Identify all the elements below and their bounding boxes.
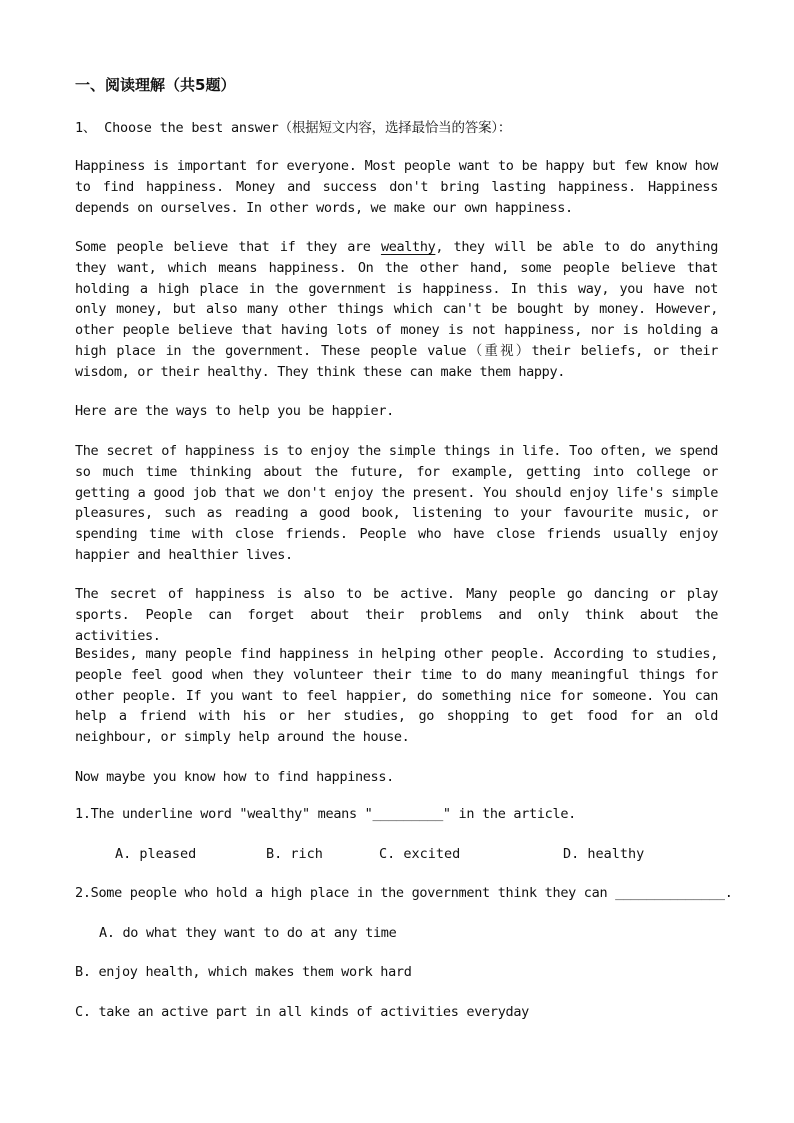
passage-paragraph-2 bbox=[75, 237, 718, 383]
question-2-option-a[interactable]: A. do what they want to do at any time bbox=[99, 925, 397, 941]
question-1-option-c[interactable]: C. excited bbox=[379, 846, 461, 862]
question-instruction: 1、 Choose the best answer（根据短文内容，选择最恰当的答案）： bbox=[75, 120, 512, 136]
question-1-option-b[interactable]: B. rich bbox=[266, 846, 323, 862]
paragraph-2-rest: , they will be able to do anything they want, which means happiness. On the other hand, some people believe that holding a high place in the government is happiness. In this way, you have not only money, but also many other things which can't be bought by money. However, other people believe that having lots of money is not happiness, nor is holding a high place in the government. These people value（重视）their beliefs, or their wisdom, or their healthy. They think these can make them happy. bbox=[75, 239, 718, 380]
section-heading: 一、阅读理解（共5题） bbox=[75, 76, 236, 94]
question-1-option-d[interactable]: D. healthy bbox=[563, 846, 645, 862]
passage-paragraph-3: Here are the ways to help you be happier. bbox=[75, 403, 394, 419]
passage-paragraph-5: The secret of happiness is also to be active. Many people go dancing or play sports. People can forget about their problems and only think about the activities. bbox=[75, 586, 718, 644]
passage-paragraph-4: The secret of happiness is to enjoy the simple things in life. Too often, we spend so much time thinking about the future, for example, getting into college or getting a good job that we don't enjoy the present. You should enjoy life's simple pleasures, such as reading a good book, listening to your favourite music, or spending time with close friends. People who have close friends usually enjoy happier and healthier lives. bbox=[75, 443, 718, 563]
question-2-option-c[interactable]: C. take an active part in all kinds of activities everyday bbox=[75, 1004, 530, 1020]
question-1-stem: 1.The underline word "wealthy" means "_________" in the article. bbox=[75, 806, 576, 822]
paragraph-2-start: Some people believe that if they are bbox=[75, 239, 381, 255]
passage-paragraph-6: Besides, many people find happiness in helping other people. According to studies, people feel good when they volunteer their time to do many meaningful things for other people. If you want to feel happier, do something nice for someone. You can help a friend with his or her studies, go shopping to get food for an old neighbour, or simply help around the house. bbox=[75, 646, 718, 746]
question-2-option-b[interactable]: B. enjoy health, which makes them work hard bbox=[75, 964, 412, 980]
question-2-stem: 2.Some people who hold a high place in the government think they can ______________. bbox=[75, 885, 733, 901]
passage-paragraph-1: Happiness is important for everyone. Most people want to be happy but few know how to find happiness. Money and success don't bring lasting happiness. Happiness depends on ourselves. In other words, we make our own happiness. bbox=[75, 158, 718, 216]
underlined-word-wealthy: wealthy bbox=[380, 239, 436, 255]
question-1-option-a[interactable]: A. pleased bbox=[115, 846, 197, 862]
passage-paragraph-7: Now maybe you know how to find happiness. bbox=[75, 769, 394, 785]
